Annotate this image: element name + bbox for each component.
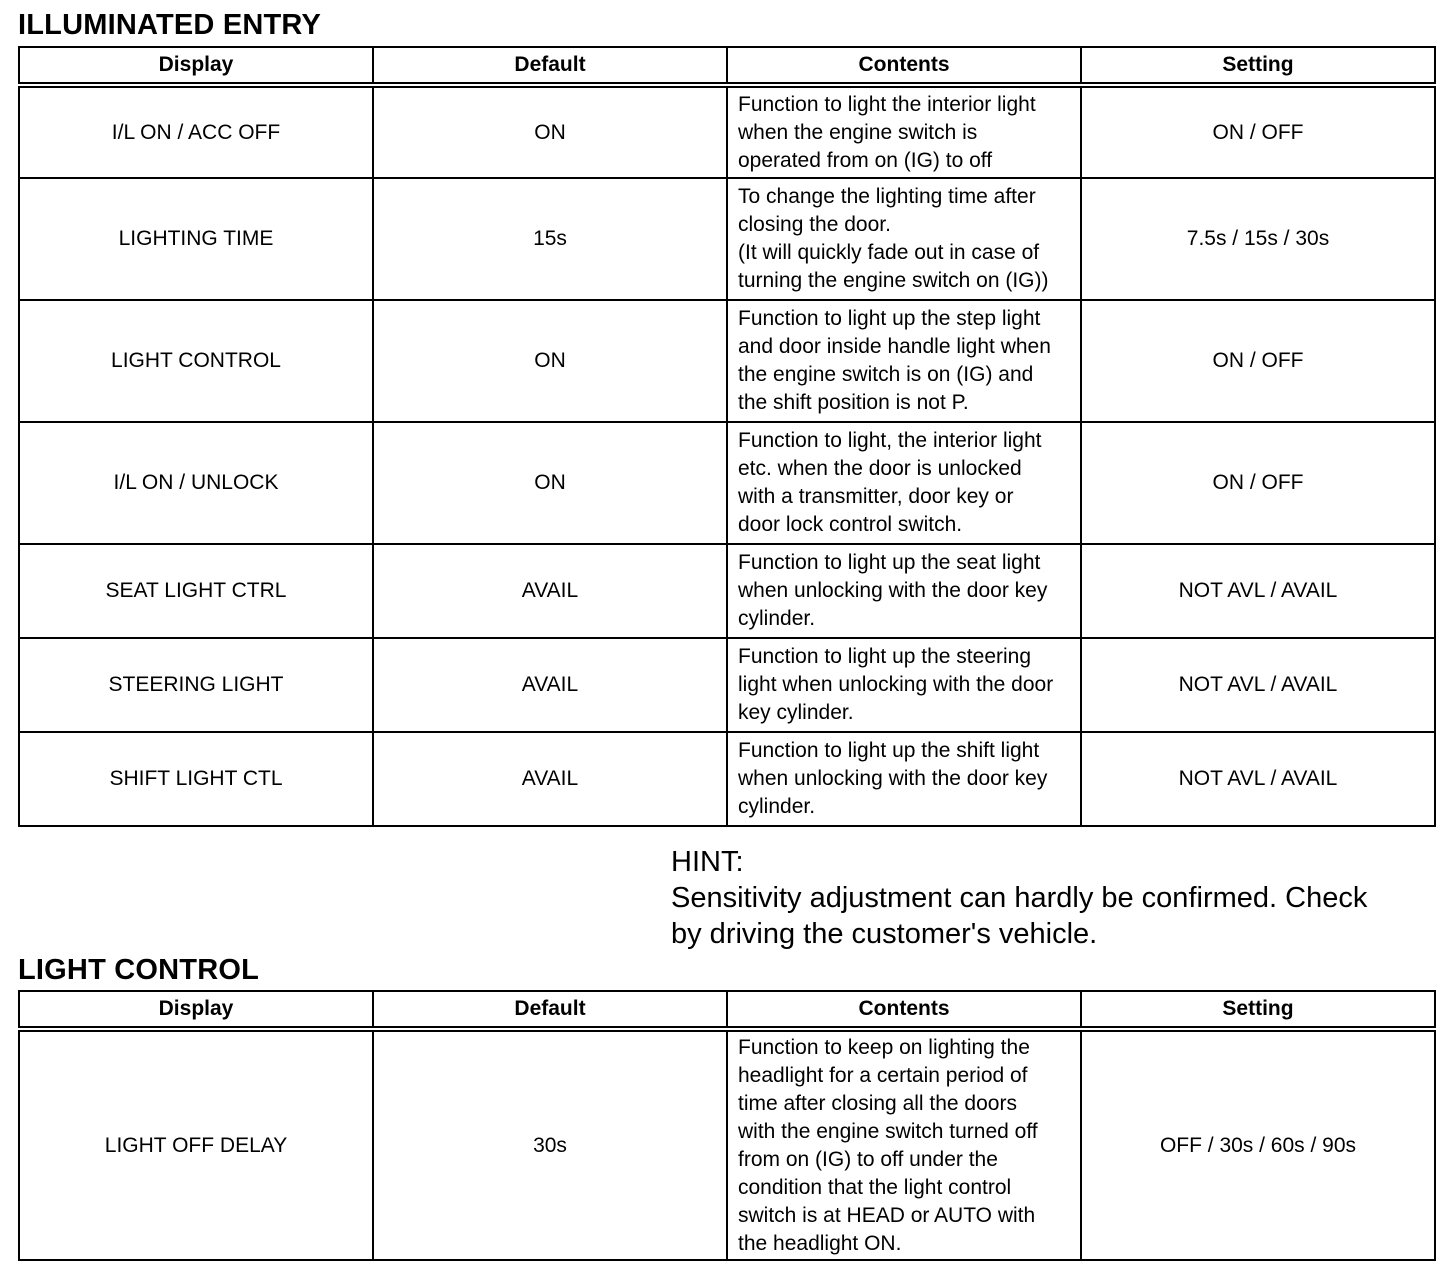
header-display: Display <box>19 47 373 85</box>
row-display: I/L ON / UNLOCK <box>19 422 373 544</box>
contents-line: closing the door. <box>738 213 891 236</box>
contents-line: operated from on (IG) to off <box>738 148 993 172</box>
row-setting: ON / OFF <box>1081 85 1435 178</box>
table-row <box>19 544 1435 638</box>
header-contents: Contents <box>727 47 1081 85</box>
section-title-light-control: LIGHT CONTROL <box>18 954 260 986</box>
row-default: AVAIL <box>373 638 727 732</box>
header-default: Default <box>373 47 727 85</box>
contents-line: condition that the light control <box>738 1175 1012 1199</box>
row-setting: NOT AVL / AVAIL <box>1081 638 1435 732</box>
row-default: AVAIL <box>373 544 727 638</box>
row-setting: ON / OFF <box>1081 422 1435 544</box>
row-contents <box>727 638 1081 732</box>
contents-line: etc. when the door is unlocked <box>738 457 1022 480</box>
table-row <box>19 732 1435 826</box>
contents-line: Function to light, the interior light <box>738 429 1042 452</box>
table-row <box>19 85 1435 178</box>
hint-text-line: Sensitivity adjustment can hardly be confirmed. Check <box>671 882 1368 914</box>
contents-line: when unlocking with the door key <box>738 579 1048 602</box>
table-row <box>19 178 1435 300</box>
header-setting: Setting <box>1081 47 1435 85</box>
header-contents: Contents <box>727 991 1081 1029</box>
row-contents <box>727 732 1081 826</box>
row-display: LIGHTING TIME <box>19 178 373 300</box>
header-default: Default <box>373 991 727 1029</box>
contents-line: To change the lighting time after <box>738 185 1036 208</box>
contents-line: Function to light the interior light <box>738 92 1036 116</box>
table-header-row <box>19 991 1435 1029</box>
header-setting: Setting <box>1081 991 1435 1029</box>
row-setting: 7.5s / 15s / 30s <box>1081 178 1435 300</box>
illuminated-entry-table <box>18 46 1436 827</box>
contents-line: with the engine switch turned off <box>738 1119 1038 1143</box>
row-default: ON <box>373 422 727 544</box>
row-display: LIGHT OFF DELAY <box>19 1029 373 1260</box>
row-default: 15s <box>373 178 727 300</box>
section-title-illuminated-entry: ILLUMINATED ENTRY <box>18 9 322 41</box>
contents-line: time after closing all the doors <box>738 1091 1017 1115</box>
contents-line: Function to light up the shift light <box>738 739 1040 762</box>
contents-line: headlight for a certain period of <box>738 1063 1028 1087</box>
row-contents <box>727 544 1081 638</box>
row-display: LIGHT CONTROL <box>19 300 373 422</box>
contents-line: cylinder. <box>738 795 816 818</box>
row-contents <box>727 1029 1081 1260</box>
contents-line: from on (IG) to off under the <box>738 1147 998 1171</box>
row-setting: NOT AVL / AVAIL <box>1081 732 1435 826</box>
row-default: AVAIL <box>373 732 727 826</box>
contents-line: key cylinder. <box>738 701 854 724</box>
contents-line: Function to light up the step light <box>738 307 1041 330</box>
row-display: SEAT LIGHT CTRL <box>19 544 373 638</box>
table-header-row <box>19 47 1435 85</box>
row-contents <box>727 300 1081 422</box>
contents-line: Function to light up the steering <box>738 645 1032 668</box>
hint-text-line: by driving the customer's vehicle. <box>671 918 1098 950</box>
table-row <box>19 422 1435 544</box>
row-setting: NOT AVL / AVAIL <box>1081 544 1435 638</box>
contents-line: the headlight ON. <box>738 1231 902 1255</box>
contents-line: when unlocking with the door key <box>738 767 1048 790</box>
contents-line: turning the engine switch on (IG)) <box>738 269 1049 292</box>
contents-line: light when unlocking with the door <box>738 673 1054 696</box>
row-display: SHIFT LIGHT CTL <box>19 732 373 826</box>
contents-line: the shift position is not P. <box>738 391 969 414</box>
contents-line: Function to light up the seat light <box>738 551 1041 574</box>
contents-line: Function to keep on lighting the <box>738 1035 1030 1059</box>
hint-label: HINT: <box>671 846 744 878</box>
row-default: ON <box>373 300 727 422</box>
row-display: I/L ON / ACC OFF <box>19 85 373 178</box>
contents-line: when the engine switch is <box>738 120 978 144</box>
row-default: ON <box>373 85 727 178</box>
contents-line: door lock control switch. <box>738 513 963 536</box>
table-row <box>19 638 1435 732</box>
contents-line: cylinder. <box>738 607 816 630</box>
row-setting: OFF / 30s / 60s / 90s <box>1081 1029 1435 1260</box>
contents-line: switch is at HEAD or AUTO with <box>738 1203 1036 1227</box>
table-row <box>19 1029 1435 1260</box>
light-control-table <box>18 990 1436 1261</box>
contents-line: with a transmitter, door key or <box>738 485 1014 508</box>
header-display: Display <box>19 991 373 1029</box>
row-contents <box>727 85 1081 178</box>
hint-note <box>671 844 1431 952</box>
row-contents <box>727 422 1081 544</box>
table-row <box>19 300 1435 422</box>
row-contents <box>727 178 1081 300</box>
contents-line: and door inside handle light when <box>738 335 1051 358</box>
contents-line: (It will quickly fade out in case of <box>738 241 1040 264</box>
row-default: 30s <box>373 1029 727 1260</box>
contents-line: the engine switch is on (IG) and <box>738 363 1034 386</box>
row-display: STEERING LIGHT <box>19 638 373 732</box>
row-setting: ON / OFF <box>1081 300 1435 422</box>
